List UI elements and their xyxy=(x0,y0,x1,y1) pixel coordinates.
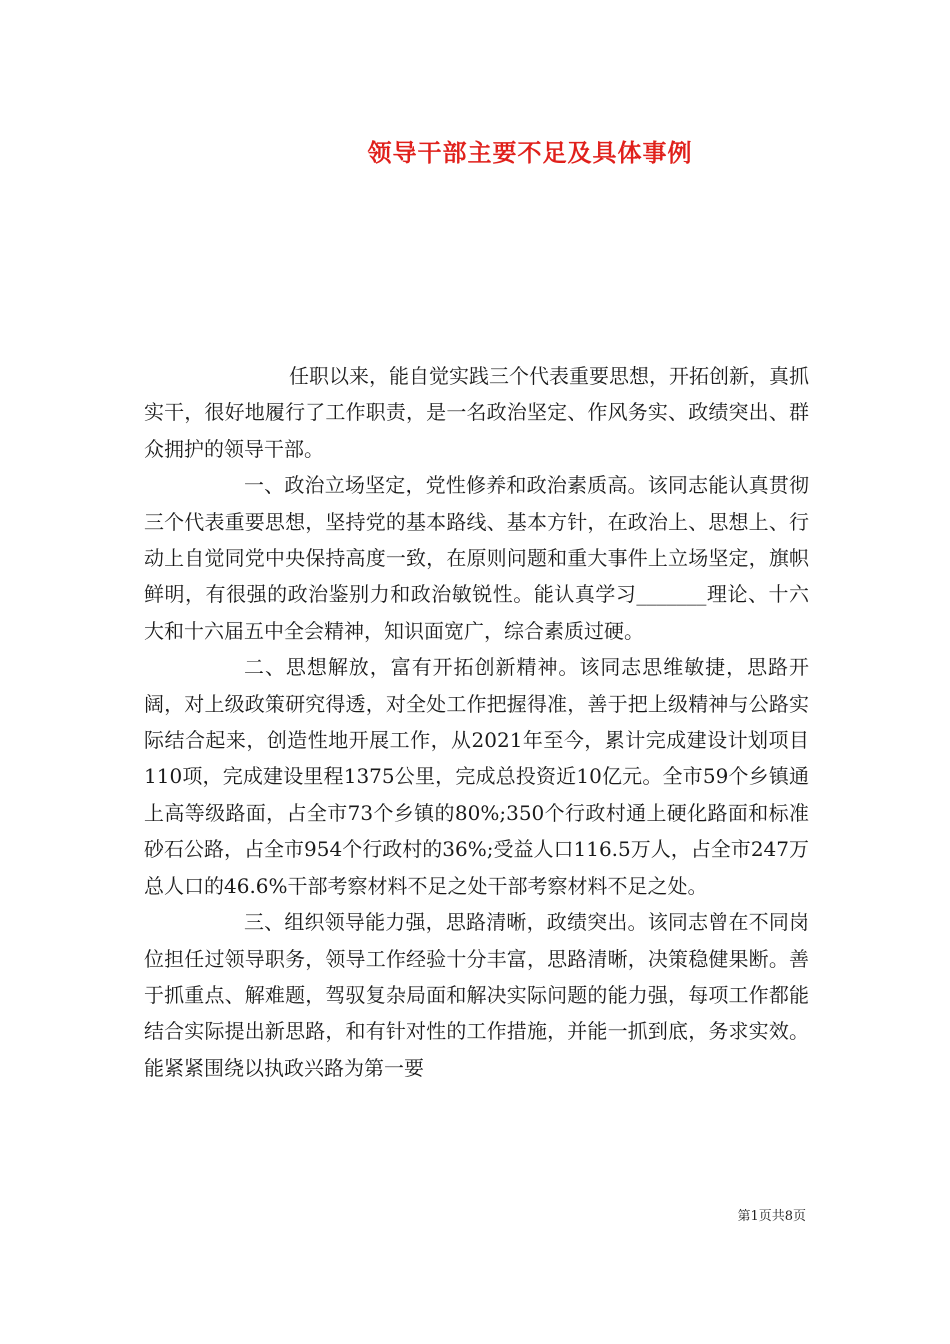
document-title: 领导干部主要不足及具体事例 xyxy=(367,138,693,167)
page-number-footer: 第1页共8页 xyxy=(737,1209,806,1224)
paragraph-intro: 任职以来，能自觉实践三个代表重要思想，开拓创新，真抓实干，很好地履行了工作职责，是一名政治坚定、作风务实、政绩突出、群众拥护的领导干部。 xyxy=(144,364,809,461)
paragraph-leadership: 三、组织领导能力强，思路清晰，政绩突出。该同志曾在不同岗位担任过领导职务，领导工作经验十分丰富，思路清晰，决策稳健果断。善于抓重点、解难题，驾驭复杂局面和解决实际问题的能力强，每项工作都能结合实际提出新思路，和有针对性的工作措施，并能一抓到底，务求实效。能紧紧围绕以执政兴路为第一要 xyxy=(144,910,809,1080)
document-body xyxy=(144,358,809,1086)
paragraph-innovation: 二、思想解放，富有开拓创新精神。该同志思维敏捷，思路开阔，对上级政策研究得透，对全处工作把握得准，善于把上级精神与公路实际结合起来，创造性地开展工作，从2021年至今，累计完成建设计划项目110项，完成建设里程1375公里，完成总投资近10亿元。全市59个乡镇通上高等级路面，占全市73个乡镇的80%;350个行政村通上硬化路面和标准砂石公路，占全市954个行政村的36%;受益人口116.5万人，占全市247万总人口的46.6%干部考察材料不足之处干部考察材料不足之处。 xyxy=(144,655,809,898)
paragraph-political-stance: 一、政治立场坚定，党性修养和政治素质高。该同志能认真贯彻三个代表重要思想，坚持党的基本路线、基本方针，在政治上、思想上、行动上自觉同党中央保持高度一致，在原则问题和重大事件上立场坚定，旗帜鲜明，有很强的政治鉴别力和政治敏锐性。能认真学习_______理论、十六大和十六届五中全会精神，知识面宽广，综合素质过硬。 xyxy=(144,473,809,643)
